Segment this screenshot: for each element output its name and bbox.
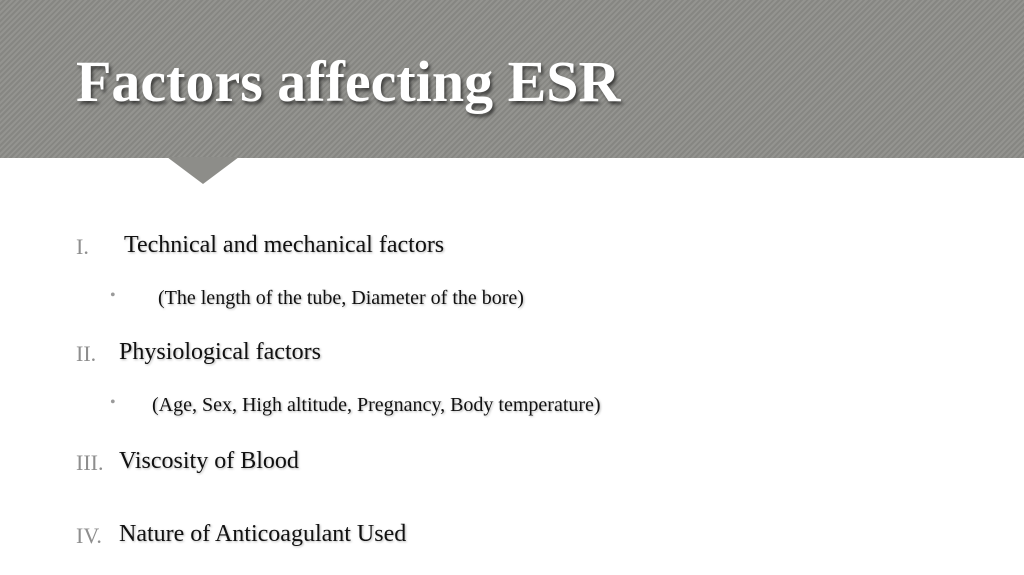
slide-title: Factors affecting ESR <box>76 49 621 114</box>
sub-list-item-text: (Age, Sex, High altitude, Pregnancy, Body temperature) <box>152 394 601 416</box>
sub-list-item-text: (The length of the tube, Diameter of the bore) <box>158 287 524 309</box>
list-numeral: II. <box>76 341 97 366</box>
list-numeral: IV. <box>76 523 102 548</box>
list-numeral: I. <box>76 234 89 259</box>
list-item-text: Technical and mechanical factors <box>124 232 445 258</box>
title-band-notch <box>167 157 239 184</box>
list-item-text: Viscosity of Blood <box>119 448 299 474</box>
bullet-icon: • <box>110 287 116 304</box>
list-numeral: III. <box>76 450 104 475</box>
list-item-text: Physiological factors <box>119 339 321 365</box>
bullet-icon: • <box>110 394 116 411</box>
list-item-text: Nature of Anticoagulant Used <box>119 521 407 547</box>
